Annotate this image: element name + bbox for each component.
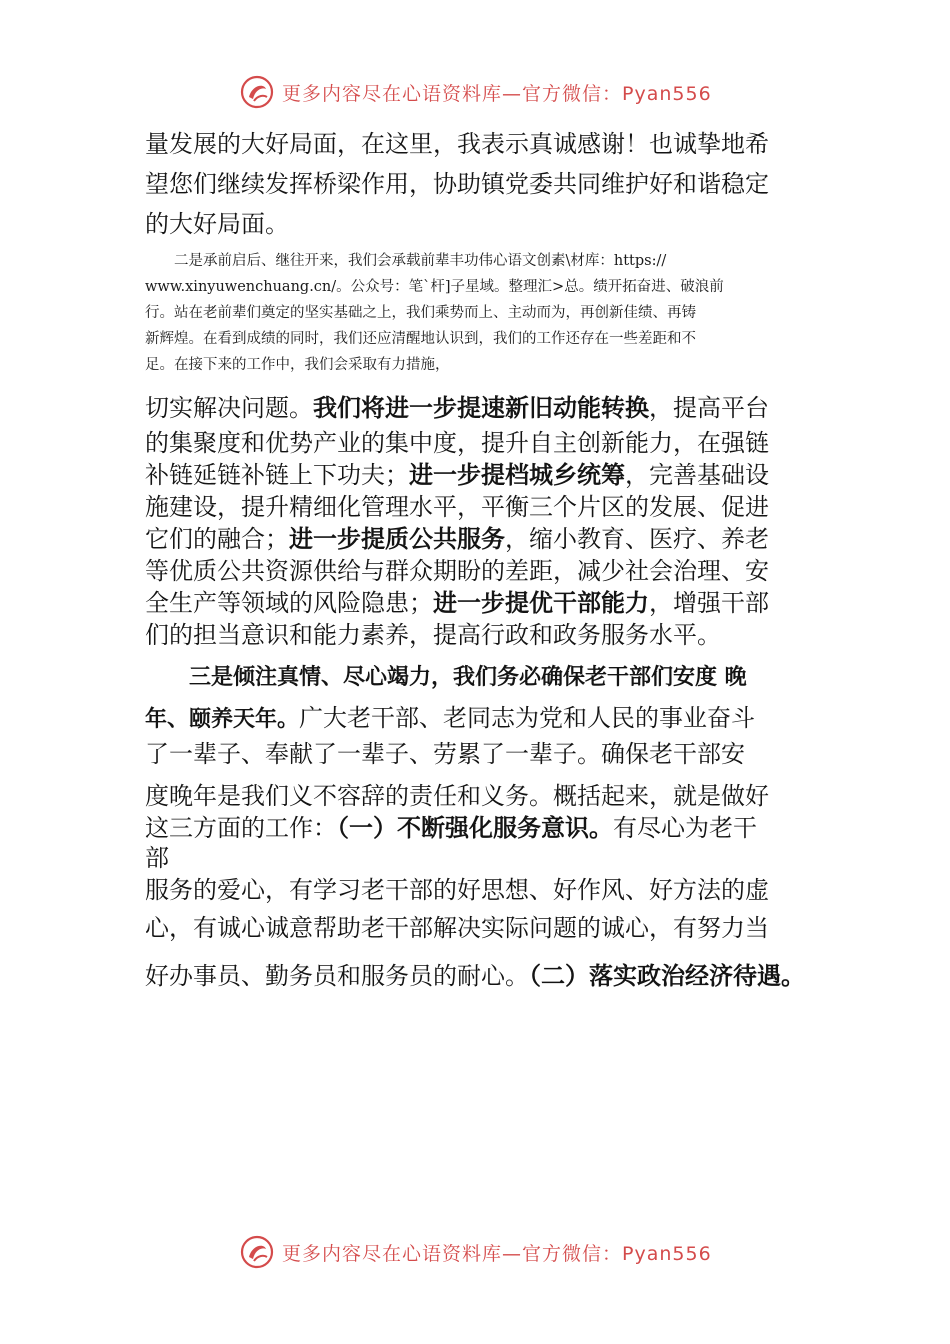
text-line: 等优质公共资源供给与群众期盼的差距，减少社会治理、安 bbox=[145, 557, 769, 585]
text-run: 有尽心为老干 bbox=[613, 814, 757, 842]
bold-text-run: （二）落实政治经济待遇。 bbox=[529, 962, 805, 990]
banner-text bbox=[282, 79, 712, 106]
footer-banner bbox=[240, 1232, 740, 1272]
text-line: 的集聚度和优势产业的集中度，提升自主创新能力，在强链 bbox=[145, 429, 769, 457]
text-line: 们的担当意识和能力素养，提高行政和政务服务水平。 bbox=[145, 621, 721, 649]
swirl-logo-icon bbox=[240, 1235, 274, 1269]
section-heading: 三是倾注真情、尽心竭力，我们务必确保老干部们安度 晚 bbox=[145, 665, 747, 690]
text-line bbox=[145, 459, 769, 491]
text-line: 心，有诚心诚意帮助老干部解决实际问题的诚心，有努力当 bbox=[145, 914, 769, 942]
text-line: 度晚年是我们义不容辞的责任和义务。概括起来，就是做好 bbox=[145, 782, 769, 810]
text-line bbox=[145, 960, 805, 992]
bold-text-run: （一）不断强化服务意识。 bbox=[337, 814, 613, 842]
text-line bbox=[145, 392, 769, 424]
text-run: 切实解决问题。 bbox=[145, 394, 313, 422]
text-line bbox=[145, 812, 757, 844]
text-line bbox=[145, 587, 769, 619]
banner-text bbox=[282, 1239, 712, 1266]
banner-slogan: 更多内容尽在心语资料库—官方微信： bbox=[282, 1242, 623, 1265]
text-line: 服务的爱心，有学习老干部的好思想、好作风、好方法的虚 bbox=[145, 876, 769, 904]
text-run: ，完善基础设 bbox=[625, 461, 769, 489]
text-run: 好办事员、勤务员和服务员的耐心。 bbox=[145, 962, 529, 990]
bold-text-run: 我们将进一步提速新旧动能转换 bbox=[313, 394, 649, 422]
text-run: ，增强干部 bbox=[649, 589, 769, 617]
banner-slogan: 更多内容尽在心语资料库—官方微信： bbox=[282, 82, 623, 105]
text-run: 这三方面的工作： bbox=[145, 814, 337, 842]
small-text-line: 行。站在老前辈们奠定的坚实基础之上，我们乘势而上、主动而为，再创新佳绩、再铸 bbox=[145, 305, 696, 321]
wechat-id: Pyan556 bbox=[622, 82, 712, 105]
header-banner bbox=[240, 72, 740, 112]
text-line: 了一辈子、奉献了一辈子、劳累了一辈子。确保老干部安 bbox=[145, 740, 745, 768]
small-text-line: 二是承前启后、继往开来，我们会承载前辈丰功伟心语文创素\材库：https:// bbox=[145, 253, 667, 269]
bold-text-run: 进一步提优干部能力 bbox=[433, 589, 649, 617]
text-line: 的大好局面。 bbox=[145, 210, 289, 238]
small-text-line: 新辉煌。在看到成绩的同时，我们还应清醒地认识到，我们的工作还存在一些差距和不 bbox=[145, 331, 696, 347]
swirl-logo-icon bbox=[240, 75, 274, 109]
text-line: 量发展的大好局面，在这里，我表示真诚感谢！也诚挚地希 bbox=[145, 130, 769, 158]
text-run: 它们的融合； bbox=[145, 525, 289, 553]
text-line bbox=[145, 523, 769, 555]
wechat-id: Pyan556 bbox=[622, 1242, 712, 1265]
text-line: 施建设，提升精细化管理水平，平衡三个片区的发展、促进 bbox=[145, 493, 769, 521]
bold-text-run: 进一步提档城乡统筹 bbox=[409, 461, 625, 489]
text-line: 望您们继续发挥桥梁作用，协助镇党委共同维护好和谐稳定 bbox=[145, 170, 769, 198]
bold-text-run: 进一步提质公共服务 bbox=[289, 525, 505, 553]
text-line bbox=[145, 702, 755, 736]
text-run: ，提高平台 bbox=[649, 394, 769, 422]
text-line: 部 bbox=[145, 844, 169, 872]
bold-text-run: 年、颐养天年。 bbox=[145, 707, 300, 732]
small-text-line: 足。在接下来的工作中，我们会采取有力措施， bbox=[145, 357, 450, 373]
small-text-line: www.xinyuwenchuang.cn/。公众号：笔`杆]子星域。整理汇>总。绩开拓奋进、破浪前 bbox=[145, 279, 724, 295]
text-run: ，缩小教育、医疗、养老 bbox=[505, 525, 769, 553]
text-run: 补链延链补链上下功夫； bbox=[145, 461, 409, 489]
text-run: 全生产等领域的风险隐患； bbox=[145, 589, 433, 617]
text-run: 广大老干部、老同志为党和人民的事业奋斗 bbox=[299, 704, 756, 732]
